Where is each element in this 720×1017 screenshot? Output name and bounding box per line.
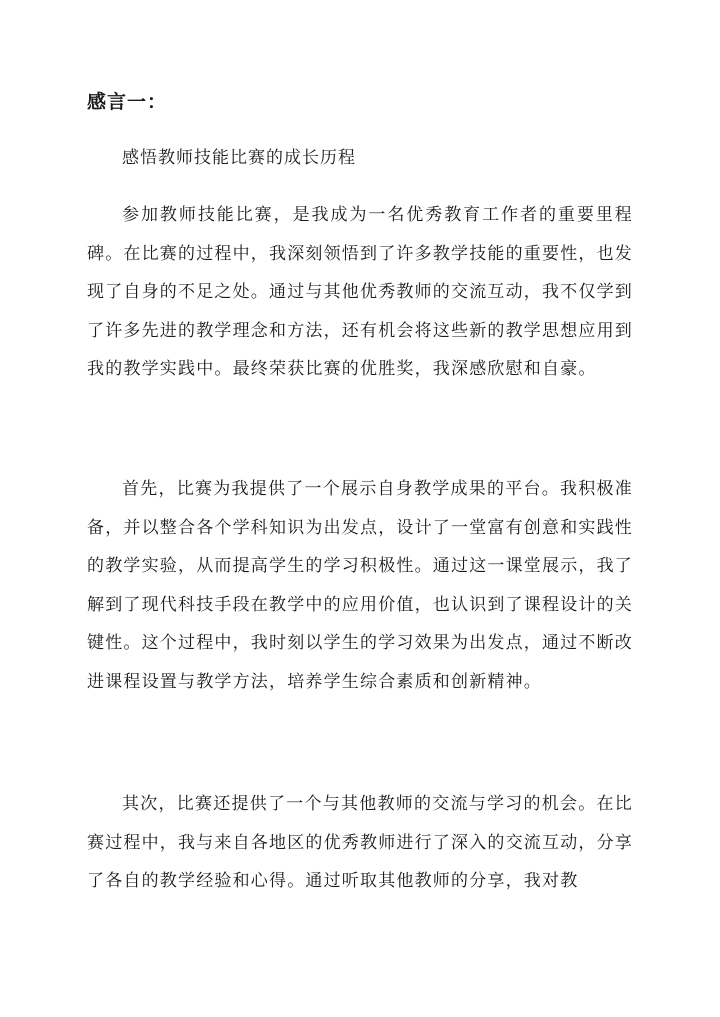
paragraph-1: 参加教师技能比赛，是我成为一名优秀教育工作者的重要里程碑。在比赛的过程中，我深刻领悟到了许多教学技能的重要性，也发现了自身的不足之处。通过与其他优秀教师的交流互动，我不仅学到了许多先进的教学理念和方法，还有机会将这些新的教学思想应用到我的教学实践中。最终荣获比赛的优胜奖，我深感欣慰和自豪。 bbox=[87, 205, 633, 379]
paragraph-3: 其次，比赛还提供了一个与其他教师的交流与学习的机会。在比赛过程中，我与来自各地区的优秀教师进行了深入的交流互动，分享了各自的教学经验和心得。通过听取其他教师的分享，我对教 bbox=[87, 794, 633, 891]
paragraph-2: 首先，比赛为我提供了一个展示自身教学成果的平台。我积极准备，并以整合各个学科知识为出发点，设计了一堂富有创意和实践性的教学实验，从而提高学生的学习积极性。通过这一课堂展示，我了解到了现代科技手段在教学中的应用价值，也认识到了课程设计的关键性。这个过程中，我时刻以学生的学习效果为出发点，通过不断改进课程设置与教学方法，培养学生综合素质和创新精神。 bbox=[87, 479, 633, 692]
section-heading: 感言一： bbox=[87, 91, 168, 113]
document-subtitle: 感悟教师技能比赛的成长历程 bbox=[122, 148, 356, 168]
